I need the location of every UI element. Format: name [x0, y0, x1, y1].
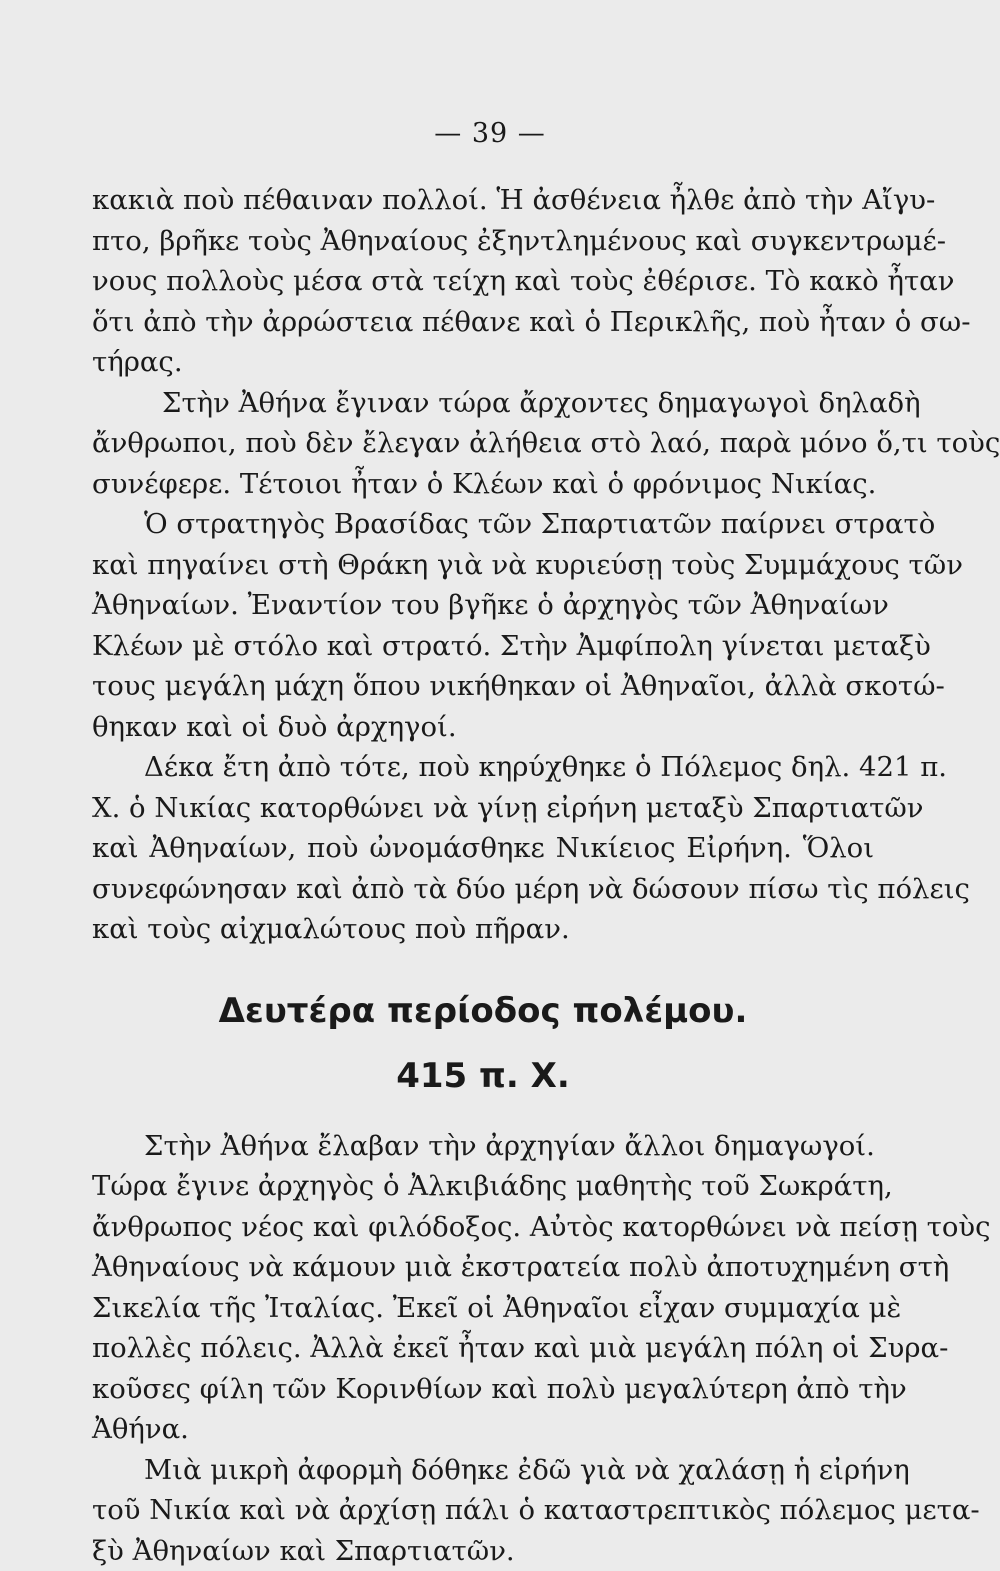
text-line: ξὺ Ἀθηναίων καὶ Σπαρτιατῶν.: [92, 1531, 874, 1571]
text-line: νους πολλοὺς μέσα στὰ τείχη καὶ τοὺς ἐθέρισε. Τὸ κακὸ ἦταν: [92, 261, 874, 302]
text-body: [92, 180, 874, 1571]
text-line: ἄνθρωποι, ποὺ δὲν ἔλεγαν ἀλήθεια στὸ λαό, παρὰ μόνο ὅ,τι τοὺς: [92, 423, 874, 464]
section-heading: Δευτέρα περίοδος πολέμου.: [92, 986, 874, 1036]
text-line: Στὴν Ἀθήνα ἔγιναν τώρα ἄρχοντες δημαγωγοὶ δηλαδὴ: [92, 383, 874, 424]
text-line: Στὴν Ἀθήνα ἔλαβαν τὴν ἀρχηγίαν ἄλλοι δημαγωγοί.: [92, 1126, 874, 1167]
page-number: — 39 —: [0, 118, 980, 149]
text-line: ὅτι ἀπὸ τὴν ἀρρώστεια πέθανε καὶ ὁ Περικλῆς, ποὺ ἦταν ὁ σω-: [92, 302, 874, 343]
text-line: θηκαν καὶ οἱ δυὸ ἀρχηγοί.: [92, 707, 874, 748]
text-line: Δέκα ἔτη ἀπὸ τότε, ποὺ κηρύχθηκε ὁ Πόλεμος δηλ. 421 π.: [92, 747, 874, 788]
text-line: Σικελία τῆς Ἰταλίας. Ἐκεῖ οἱ Ἀθηναῖοι εἶχαν συμμαχία μὲ: [92, 1288, 874, 1329]
text-line: κακιὰ ποὺ πέθαιναν πολλοί. Ἡ ἀσθένεια ἦλθε ἀπὸ τὴν Αἴγυ-: [92, 180, 874, 221]
text-line: τους μεγάλη μάχη ὅπου νικήθηκαν οἱ Ἀθηναῖοι, ἀλλὰ σκοτώ-: [92, 666, 874, 707]
text-line: συνεφώνησαν καὶ ἀπὸ τὰ δύο μέρη νὰ δώσουν πίσω τὶς πόλεις: [92, 869, 874, 910]
text-line: Κλέων μὲ στόλο καὶ στρατό. Στὴν Ἀμφίπολη γίνεται μεταξὺ: [92, 626, 874, 667]
text-line: τοῦ Νικία καὶ νὰ ἀρχίσῃ πάλι ὁ καταστρεπτικὸς πόλεμος μετα-: [92, 1490, 874, 1531]
section-year: 415 π. Χ.: [92, 1048, 874, 1104]
text-line: Μιὰ μικρὴ ἀφορμὴ δόθηκε ἐδῶ γιὰ νὰ χαλάσῃ ἡ εἰρήνη: [92, 1450, 874, 1491]
text-line: ἄνθρωπος νέος καὶ φιλόδοξος. Αὐτὸς κατορθώνει νὰ πείσῃ τοὺς: [92, 1207, 874, 1248]
text-line: πολλὲς πόλεις. Ἀλλὰ ἐκεῖ ἦταν καὶ μιὰ μεγάλη πόλη οἱ Συρα-: [92, 1328, 874, 1369]
text-line: Ἀθηναίους νὰ κάμουν μιὰ ἐκστρατεία πολὺ ἀποτυχημένη στὴ: [92, 1247, 874, 1288]
text-line: καὶ πηγαίνει στὴ Θράκη γιὰ νὰ κυριεύσῃ τοὺς Συμμάχους τῶν: [92, 545, 874, 586]
text-line: Ἀθηναίων. Ἐναντίον του βγῆκε ὁ ἀρχηγὸς τῶν Ἀθηναίων: [92, 585, 874, 626]
text-line: Ἀθήνα.: [92, 1409, 874, 1450]
text-line: Ὁ στρατηγὸς Βρασίδας τῶν Σπαρτιατῶν παίρνει στρατὸ: [92, 504, 874, 545]
text-line: Χ. ὁ Νικίας κατορθώνει νὰ γίνῃ εἰρήνη μεταξὺ Σπαρτιατῶν: [92, 788, 874, 829]
text-line: κοῦσες φίλη τῶν Κορινθίων καὶ πολὺ μεγαλύτερη ἀπὸ τὴν: [92, 1369, 874, 1410]
text-line: τήρας.: [92, 342, 874, 383]
text-line: καὶ Ἀθηναίων, ποὺ ὠνομάσθηκε Νικίειος Εἰρήνη. Ὅλοι: [92, 828, 874, 869]
text-line: συνέφερε. Τέτοιοι ἦταν ὁ Κλέων καὶ ὁ φρόνιμος Νικίας.: [92, 464, 874, 505]
text-line: πτο, βρῆκε τοὺς Ἀθηναίους ἐξηντλημένους καὶ συγκεντρωμέ-: [92, 221, 874, 262]
text-line: καὶ τοὺς αἰχμαλώτους ποὺ πῆραν.: [92, 909, 874, 950]
text-line: Τώρα ἔγινε ἀρχηγὸς ὁ Ἀλκιβιάδης μαθητὴς τοῦ Σωκράτη,: [92, 1166, 874, 1207]
